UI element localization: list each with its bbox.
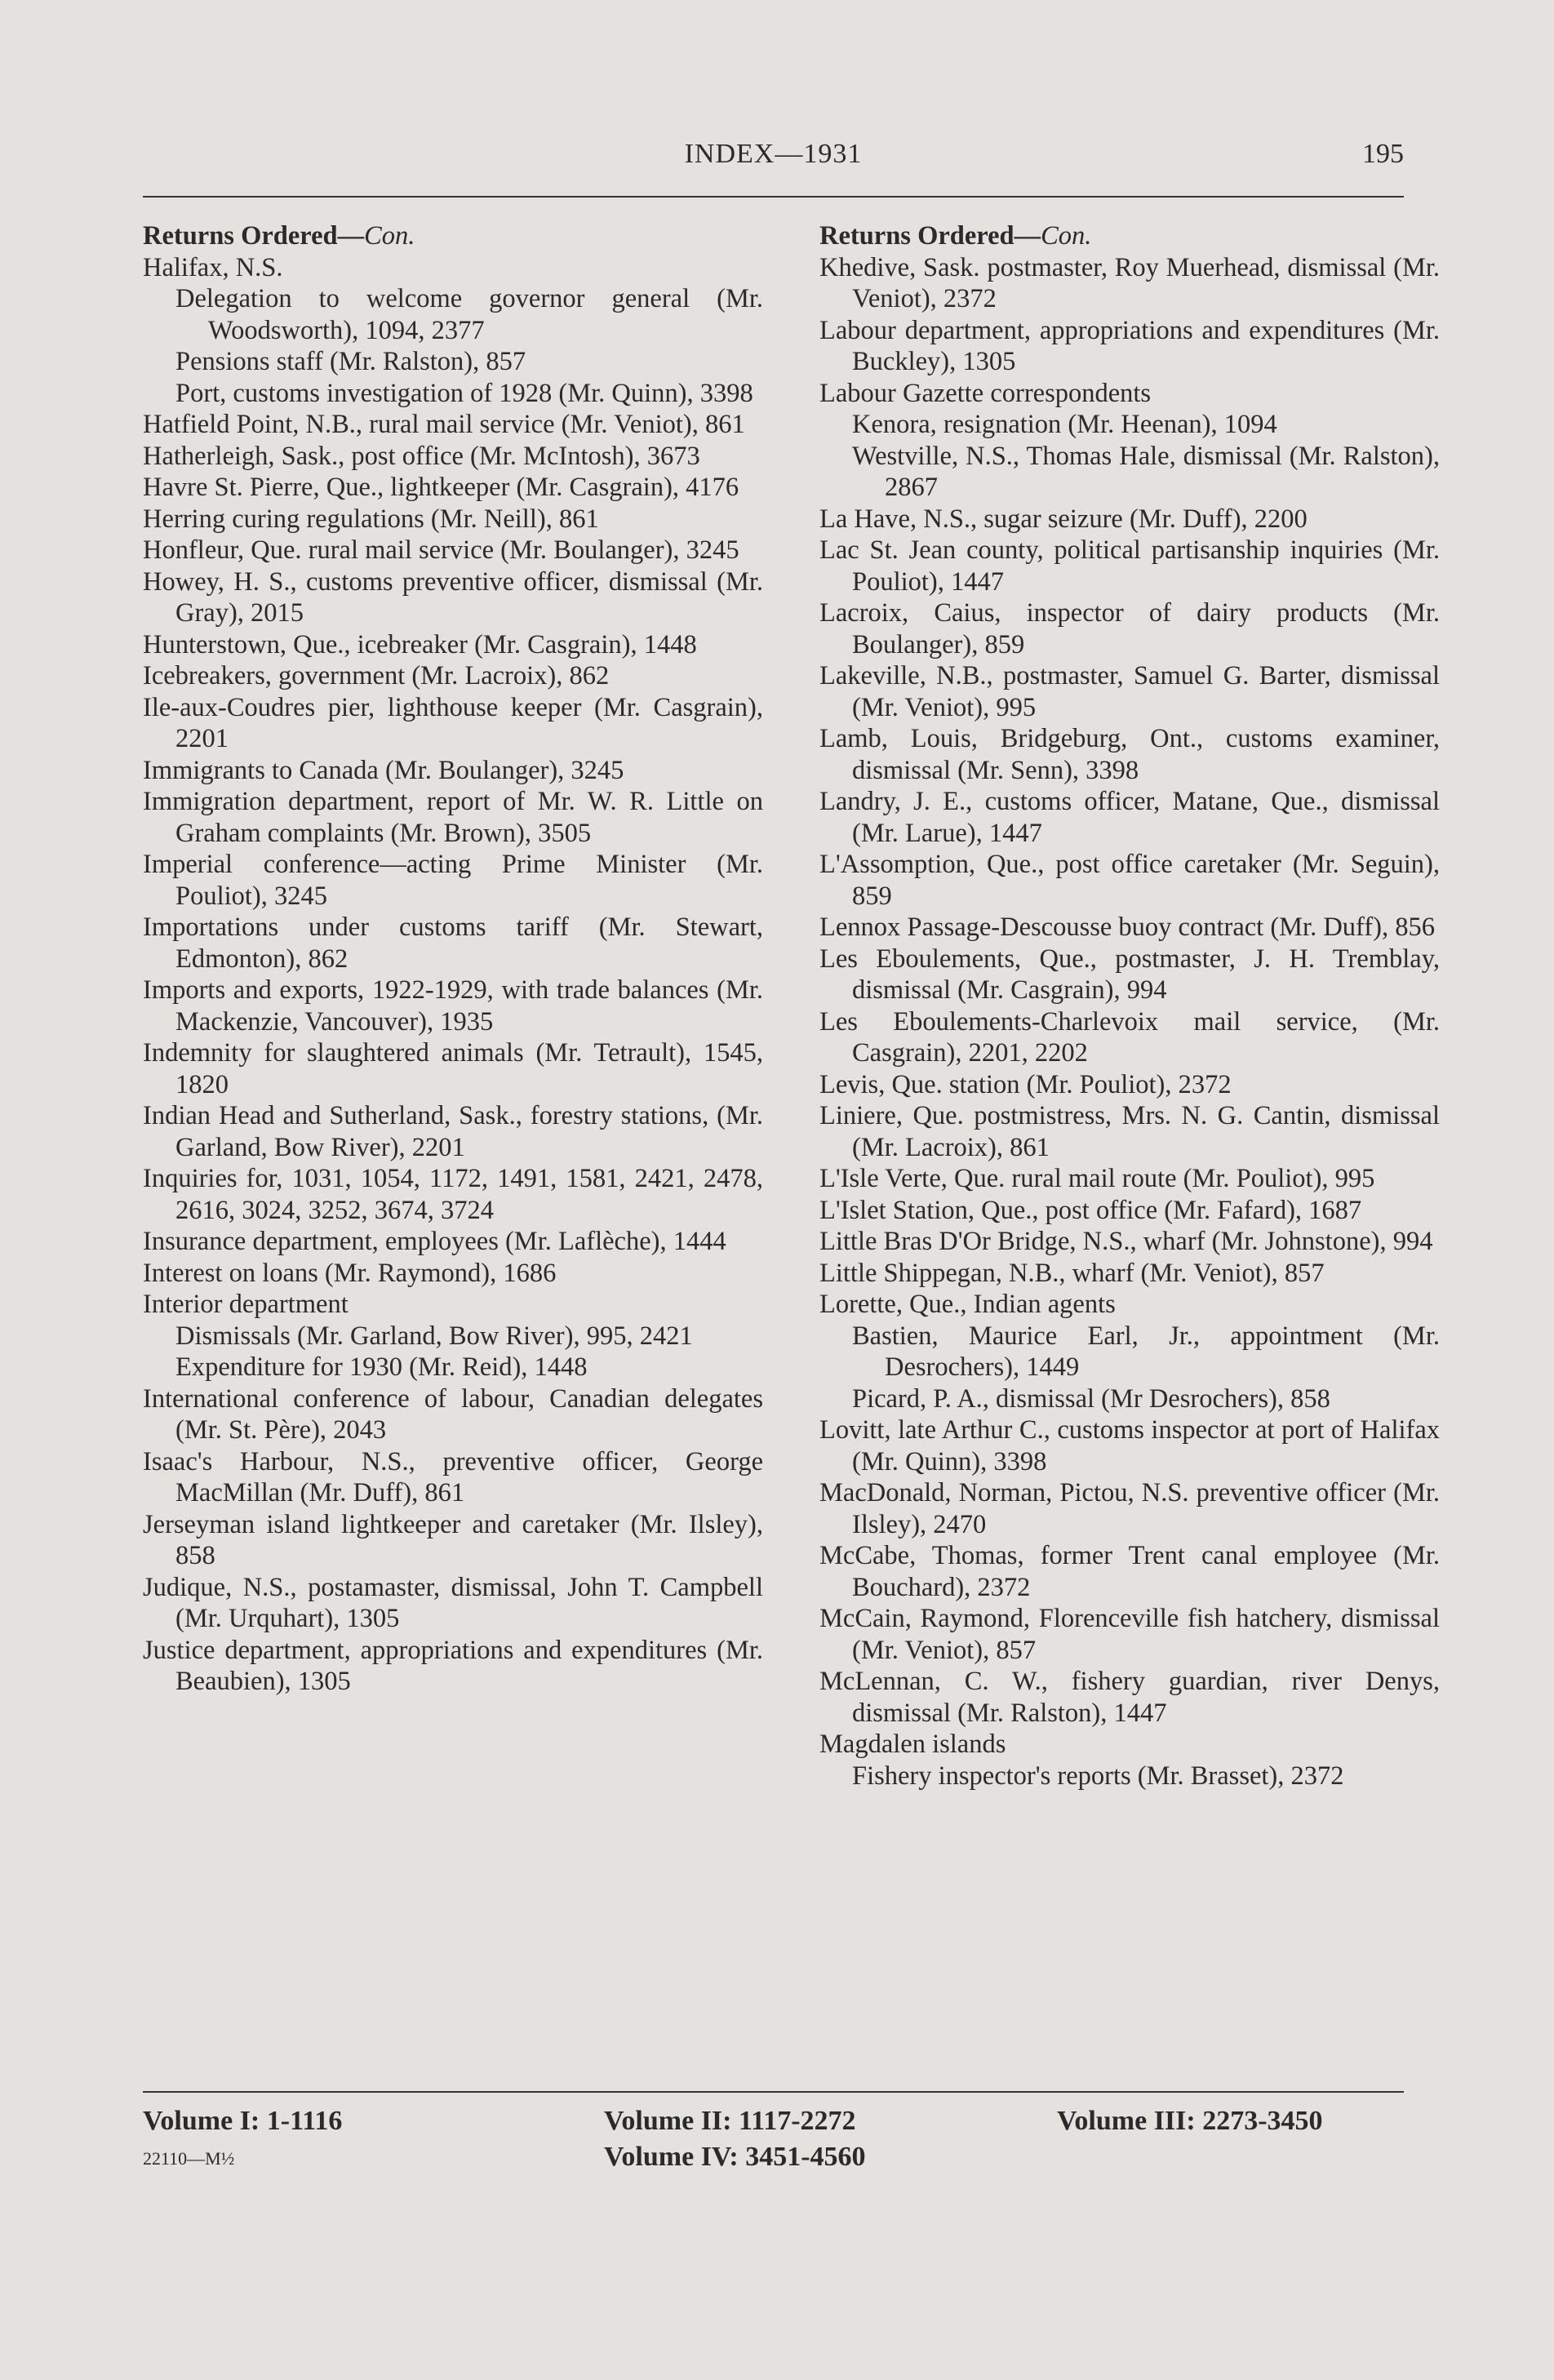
index-entry: Liniere, Que. postmistress, Mrs. N. G. Cantin, dismissal (Mr. Lacroix), 861 (819, 1101, 1440, 1162)
right-column (819, 220, 1440, 1792)
index-entry: Halifax, N.S. (143, 252, 283, 282)
index-entry: Hunterstown, Que., icebreaker (Mr. Casgrain), 1448 (143, 629, 697, 659)
index-entry: La Have, N.S., sugar seizure (Mr. Duff), 2200 (819, 504, 1308, 534)
index-entry: Judique, N.S., postamaster, dismissal, John T. Campbell (Mr. Urquhart), 1305 (143, 1572, 763, 1633)
index-subentry: Port, customs investigation of 1928 (Mr. Quinn), 3398 (175, 378, 753, 408)
running-head (143, 139, 1404, 180)
index-subentry: Fishery inspector's reports (Mr. Brasset), 2372 (852, 1761, 1344, 1791)
index-entry: Interior department (143, 1290, 349, 1319)
printer-code: 22110—M½ (143, 2148, 235, 2169)
heading-main: Returns Ordered— (143, 221, 365, 251)
heading-main: Returns Ordered— (819, 221, 1041, 251)
index-entry: Hatfield Point, N.B., rural mail service (Mr. Veniot), 861 (143, 410, 745, 439)
index-entry: International conference of labour, Canadian delegates (Mr. St. Père), 2043 (143, 1383, 763, 1445)
index-entry: Little Bras D'Or Bridge, N.S., wharf (Mr. Johnstone), 994 (819, 1227, 1433, 1256)
index-entry: Little Shippegan, N.B., wharf (Mr. Veniot), 857 (819, 1258, 1325, 1288)
index-subentry: Dismissals (Mr. Garland, Bow River), 995, 2421 (175, 1321, 693, 1351)
left-entry-list (143, 252, 763, 1698)
index-entry: Insurance department, employees (Mr. Laflèche), 1444 (143, 1227, 726, 1256)
index-entry: Indemnity for slaughtered animals (Mr. Tetrault), 1545, 1820 (143, 1038, 763, 1099)
index-entry: Les Eboulements-Charlevoix mail service, (Mr. Casgrain), 2201, 2202 (819, 1006, 1440, 1068)
index-entry: Hatherleigh, Sask., post office (Mr. McIntosh), 3673 (143, 441, 700, 471)
index-entry: Indian Head and Sutherland, Sask., forestry stations, (Mr. Garland, Bow River), 2201 (143, 1101, 763, 1162)
index-entry: L'Assomption, Que., post office caretaker (Mr. Seguin), 859 (819, 850, 1440, 911)
index-entry: Inquiries for, 1031, 1054, 1172, 1491, 1581, 2421, 2478, 2616, 3024, 3252, 3674, 3724 (143, 1164, 763, 1225)
index-entry: Icebreakers, government (Mr. Lacroix), 862 (143, 661, 610, 690)
index-entry: McLennan, C. W., fishery guardian, river Denys, dismissal (Mr. Ralston), 1447 (819, 1667, 1440, 1728)
volume-4-range: Volume IV: 3451-4560 (604, 2142, 866, 2172)
footer (143, 2106, 1404, 2204)
footer-rule (143, 2091, 1404, 2093)
index-entry: Lamb, Louis, Bridgeburg, Ont., customs examiner, dismissal (Mr. Senn), 3398 (819, 724, 1440, 785)
index-entry: L'Islet Station, Que., post office (Mr. Fafard), 1687 (819, 1195, 1362, 1225)
index-entry: Ile-aux-Coudres pier, lighthouse keeper (Mr. Casgrain), 2201 (143, 692, 763, 753)
index-entry: Lacroix, Caius, inspector of dairy products (Mr. Boulanger), 859 (819, 598, 1440, 659)
index-entry: Immigrants to Canada (Mr. Boulanger), 3245 (143, 755, 624, 785)
index-subentry: Bastien, Maurice Earl, Jr., appointment (Mr. Desrochers), 1449 (852, 1321, 1440, 1382)
volume-2-range: Volume II: 1117-2272 (604, 2106, 856, 2136)
index-entry: Lac St. Jean county, political partisanship inquiries (Mr. Pouliot), 1447 (819, 535, 1440, 597)
index-entry: Labour department, appropriations and expenditures (Mr. Buckley), 1305 (819, 315, 1440, 376)
index-entry: Havre St. Pierre, Que., lightkeeper (Mr. Casgrain), 4176 (143, 473, 739, 502)
volume-1-range: Volume I: 1-1116 (143, 2106, 343, 2136)
right-entry-list (819, 252, 1440, 1792)
heading-continued: Con. (364, 221, 415, 251)
index-entry: Khedive, Sask. postmaster, Roy Muerhead, dismissal (Mr. Veniot), 2372 (819, 252, 1440, 313)
index-entry: Isaac's Harbour, N.S., preventive officer, George MacMillan (Mr. Duff), 861 (143, 1446, 763, 1507)
index-entry: Lovitt, late Arthur C., customs inspector at port of Halifax (Mr. Quinn), 3398 (819, 1415, 1440, 1476)
index-entry: McCain, Raymond, Florenceville fish hatchery, dismissal (Mr. Veniot), 857 (819, 1604, 1440, 1665)
index-entry: Labour Gazette correspondents (819, 378, 1152, 408)
index-entry: Imports and exports, 1922-1929, with trade balances (Mr. Mackenzie, Vancouver), 1935 (143, 975, 763, 1037)
index-entry: Jerseyman island lightkeeper and caretaker (Mr. Ilsley), 858 (143, 1509, 763, 1570)
index-entry: Les Eboulements, Que., postmaster, J. H. Tremblay, dismissal (Mr. Casgrain), 994 (819, 944, 1440, 1005)
page-title: INDEX—1931 (684, 139, 863, 169)
header-rule (143, 196, 1404, 198)
column-heading (143, 220, 763, 252)
index-entry: Magdalen islands (819, 1729, 1006, 1759)
index-entry: Levis, Que. station (Mr. Pouliot), 2372 (819, 1069, 1232, 1099)
index-subentry: Expenditure for 1930 (Mr. Reid), 1448 (175, 1352, 588, 1382)
index-entry: Imperial conference—acting Prime Minister (Mr. Pouliot), 3245 (143, 850, 763, 911)
index-subentry: Westville, N.S., Thomas Hale, dismissal (Mr. Ralston), 2867 (852, 441, 1440, 502)
index-entry: Landry, J. E., customs officer, Matane, Que., dismissal (Mr. Larue), 1447 (819, 787, 1440, 848)
index-entry: McCabe, Thomas, former Trent canal employee (Mr. Bouchard), 2372 (819, 1541, 1440, 1602)
index-entry: Lennox Passage-Descousse buoy contract (Mr. Duff), 856 (819, 912, 1435, 942)
index-entry: Honfleur, Que. rural mail service (Mr. Boulanger), 3245 (143, 535, 739, 565)
index-entry: Justice department, appropriations and expenditures (Mr. Beaubien), 1305 (143, 1635, 763, 1696)
index-entry: Herring curing regulations (Mr. Neill), 861 (143, 504, 599, 534)
index-subentry: Kenora, resignation (Mr. Heenan), 1094 (852, 410, 1277, 439)
index-entry: Immigration department, report of Mr. W. R. Little on Graham complaints (Mr. Brown), 3505 (143, 787, 763, 848)
left-column (143, 220, 763, 1698)
index-subentry: Delegation to welcome governor general (Mr. Woodsworth), 1094, 2377 (175, 284, 763, 345)
volume-3-range: Volume III: 2273-3450 (1057, 2106, 1323, 2136)
index-subentry: Pensions staff (Mr. Ralston), 857 (175, 347, 526, 376)
heading-continued: Con. (1041, 221, 1092, 251)
index-entry: L'Isle Verte, Que. rural mail route (Mr. Pouliot), 995 (819, 1164, 1375, 1193)
index-entry: Interest on loans (Mr. Raymond), 1686 (143, 1258, 557, 1288)
index-entry: Lakeville, N.B., postmaster, Samuel G. Barter, dismissal (Mr. Veniot), 995 (819, 661, 1440, 722)
column-heading (819, 220, 1440, 252)
index-entry: Howey, H. S., customs preventive officer, dismissal (Mr. Gray), 2015 (143, 566, 763, 628)
index-entry: Importations under customs tariff (Mr. Stewart, Edmonton), 862 (143, 912, 763, 974)
index-subentry: Picard, P. A., dismissal (Mr Desrochers), 858 (852, 1383, 1330, 1414)
index-entry: Lorette, Que., Indian agents (819, 1290, 1116, 1319)
index-entry: MacDonald, Norman, Pictou, N.S. preventive officer (Mr. Ilsley), 2470 (819, 1478, 1440, 1539)
page-number: 195 (1362, 139, 1404, 169)
